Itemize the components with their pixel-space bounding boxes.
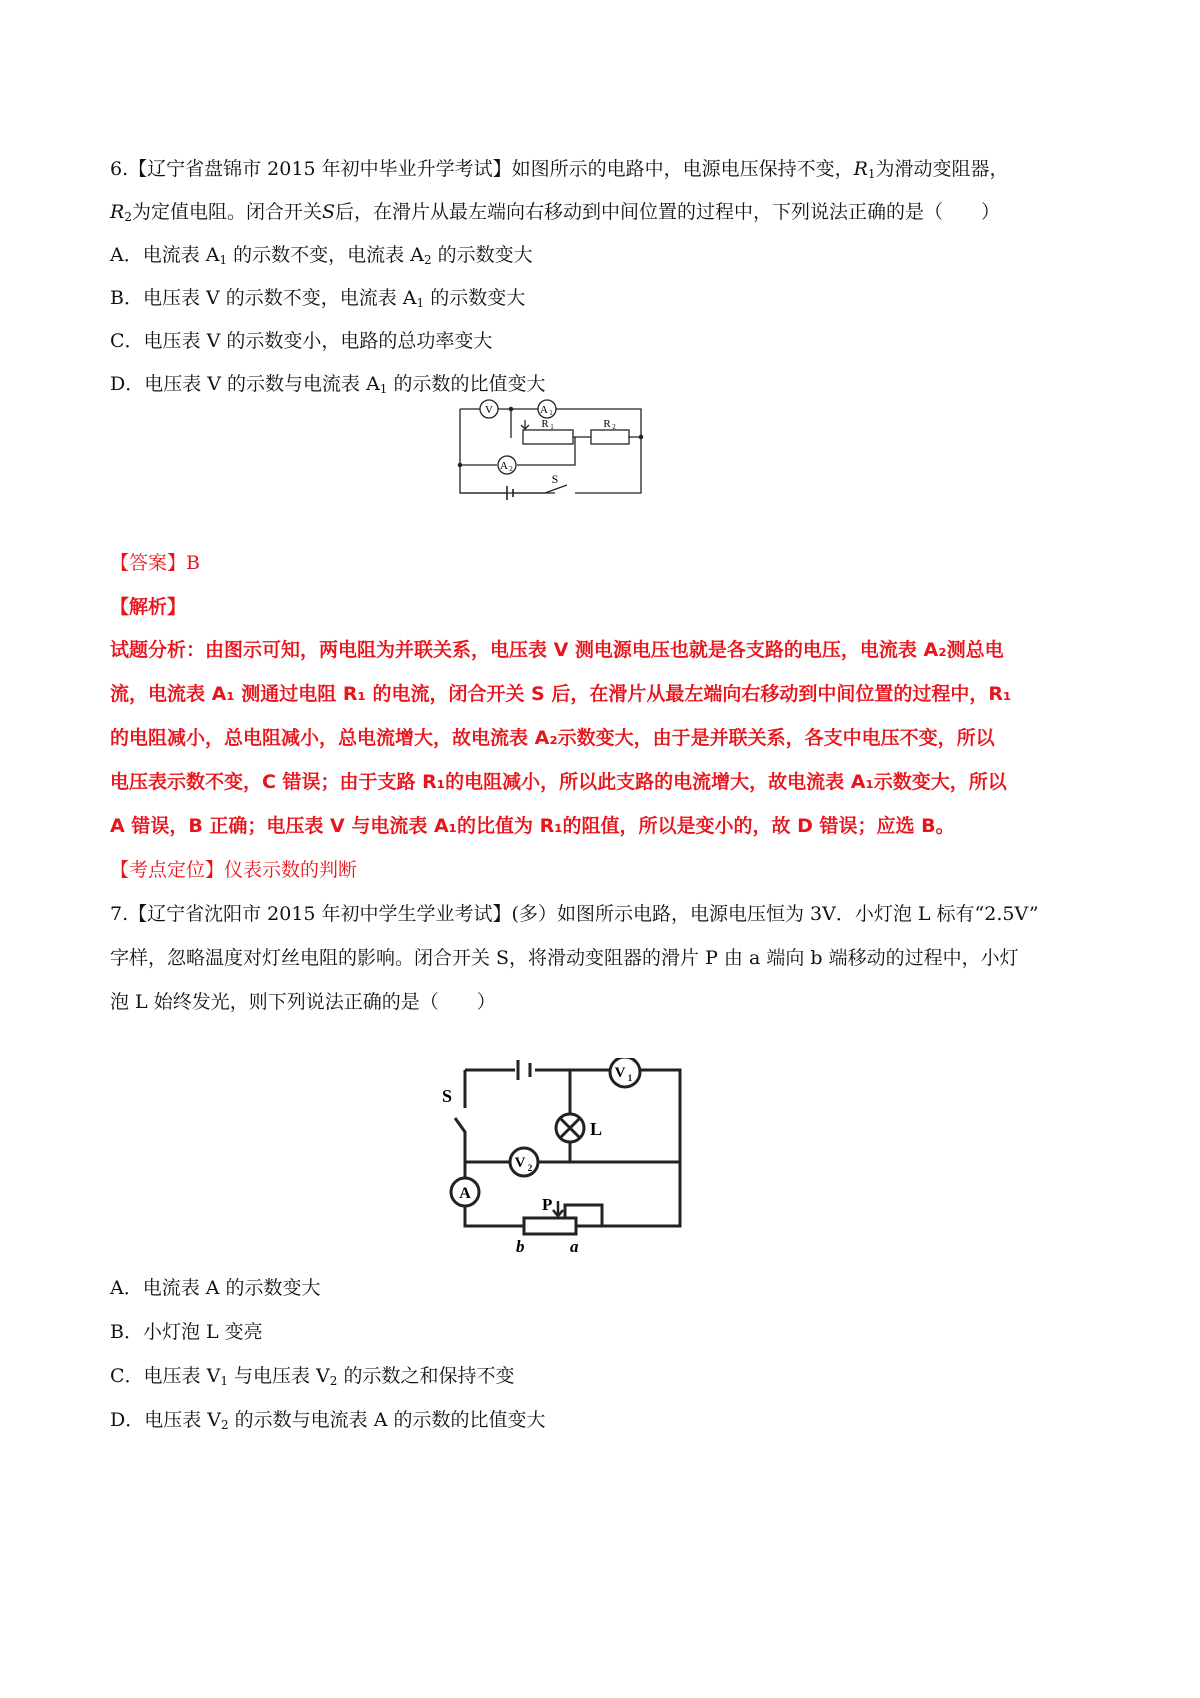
option-text: D．电压表 V <box>110 1409 221 1431</box>
end-b-label: b <box>516 1237 525 1256</box>
key-point-label: 【考点定位】 <box>110 859 225 881</box>
q7-option-d <box>110 1407 545 1433</box>
option-text: D．电压表 V 的示数与电流表 A <box>110 373 380 395</box>
ammeter2-label: A <box>500 460 508 472</box>
q6-option-b <box>110 285 525 311</box>
analysis-line-3: 的电阻减小，总电阻减小，总电流增大，故电流表 A₂示数变大，由于是并联关系，各支中电压不变，所以 <box>110 727 995 749</box>
q6-stem-line1 <box>110 156 1009 182</box>
ammeter1-sub: 1 <box>549 409 553 417</box>
switch-symbol: S <box>321 201 335 223</box>
r2-symbol: R <box>110 201 125 223</box>
subscript: 2 <box>423 253 432 267</box>
r2-sub: 2 <box>612 423 616 431</box>
answer-label: 【答案】 <box>110 552 187 574</box>
option-text: 的示数之和保持不变 <box>337 1365 515 1387</box>
q7-stem-line3: 泡 L 始终发光，则下列说法正确的是（ ） <box>110 991 496 1013</box>
q6-stem-text: 为滑动变阻器， <box>875 158 1009 180</box>
q6-source: 【辽宁省盘锦市 2015 年初中毕业升学考试】 <box>128 158 512 180</box>
analysis-line-5: A 错误，B 正确；电压表 V 与电流表 A₁的比值为 R₁的阻值，所以是变小的，故 D 错误；应选 B。 <box>110 815 955 837</box>
subscript: 1 <box>416 296 425 310</box>
subscript: 1 <box>220 1374 228 1388</box>
q6-stem-text: 如图所示的电路中，电源电压保持不变， <box>511 158 854 180</box>
voltmeter-label: V <box>485 404 493 416</box>
r2-subscript: 2 <box>124 210 132 224</box>
option-text: 的示数的比值变大 <box>387 373 546 395</box>
answer-line <box>110 550 200 576</box>
key-point-line <box>110 857 357 883</box>
r1-subscript: 1 <box>867 167 876 181</box>
lamp-label: L <box>590 1119 603 1139</box>
subscript: 2 <box>329 1374 338 1388</box>
r1-sub: 1 <box>550 423 554 431</box>
answer-value: B <box>186 552 200 574</box>
ammeter1-label: A <box>540 404 548 416</box>
option-text: B．电压表 V 的示数不变，电流表 A <box>110 287 417 309</box>
option-text: 的示数变大 <box>424 287 526 309</box>
option-text: 的示数变大 <box>431 244 533 266</box>
slider-p-label: P <box>542 1195 553 1214</box>
v2-sub: 2 <box>527 1163 533 1173</box>
analysis-line-4: 电压表示数不变，C 错误；由于支路 R₁的电阻减小，所以此支路的电流增大，故电流表 A₁示数变大，所以 <box>110 771 1007 793</box>
q7-stem-line1: 7.【辽宁省沈阳市 2015 年初中学生学业考试】(多）如图所示电路，电源电压恒为 3V．小灯泡 L 标有“2.5V” <box>110 903 1039 925</box>
option-text: C．电压表 V <box>110 1365 221 1387</box>
option-text: 的示数与电流表 A 的示数的比值变大 <box>228 1409 546 1431</box>
r1-symbol: R <box>853 158 868 180</box>
key-point-value: 仪表示数的判断 <box>224 859 358 881</box>
q6-option-a <box>110 242 533 268</box>
option-text: 的示数不变，电流表 A <box>227 244 424 266</box>
q6-stem-line2 <box>110 199 1000 225</box>
q6-option-c: C．电压表 V 的示数变小，电路的总功率变大 <box>110 330 493 352</box>
q7-circuit-diagram <box>430 1058 710 1258</box>
v2-label: V <box>514 1155 526 1171</box>
r1-label: R <box>541 418 549 430</box>
subscript: 1 <box>379 382 388 396</box>
subscript: 1 <box>219 253 228 267</box>
v1-label: V <box>614 1065 626 1081</box>
q7-option-b: B．小灯泡 L 变亮 <box>110 1321 263 1343</box>
v1-sub: 1 <box>627 1073 633 1083</box>
analysis-line-1: 试题分析：由图示可知，两电阻为并联关系，电压表 V 测电源电压也就是各支路的电压，电流表 A₂测总电 <box>110 639 1004 661</box>
ammeter2-sub: 2 <box>509 465 513 473</box>
r2-label: R <box>603 418 611 430</box>
option-text: A．电流表 A <box>110 244 220 266</box>
option-text: 与电压表 V <box>227 1365 330 1387</box>
q6-circuit-diagram <box>455 398 685 508</box>
q7-option-c <box>110 1363 514 1389</box>
analysis-label: 【解析】 <box>110 596 187 618</box>
q7-stem-line2: 字样，忽略温度对灯丝电阻的影响。闭合开关 S，将滑动变阻器的滑片 P 由 a 端向 b 端移动的过程中，小灯 <box>110 947 1019 969</box>
analysis-line-2: 流，电流表 A₁ 测通过电阻 R₁ 的电流，闭合开关 S 后，在滑片从最左端向右移动到中间位置的过程中，R₁ <box>110 683 1012 705</box>
switch-label: S <box>442 1086 453 1106</box>
q6-stem-text: 为定值电阻。闭合开关 <box>131 201 322 223</box>
end-a-label: a <box>570 1237 579 1256</box>
q6-stem-text: 后，在滑片从最左端向右移动到中间位置的过程中，下列说法正确的是（ ） <box>335 201 1001 223</box>
subscript: 2 <box>221 1418 229 1432</box>
ammeter-label: A <box>459 1185 471 1202</box>
switch-label: S <box>551 472 559 486</box>
q7-option-a: A．电流表 A 的示数变大 <box>110 1277 321 1299</box>
q6-option-d <box>110 371 545 397</box>
q6-number: 6. <box>110 158 129 180</box>
